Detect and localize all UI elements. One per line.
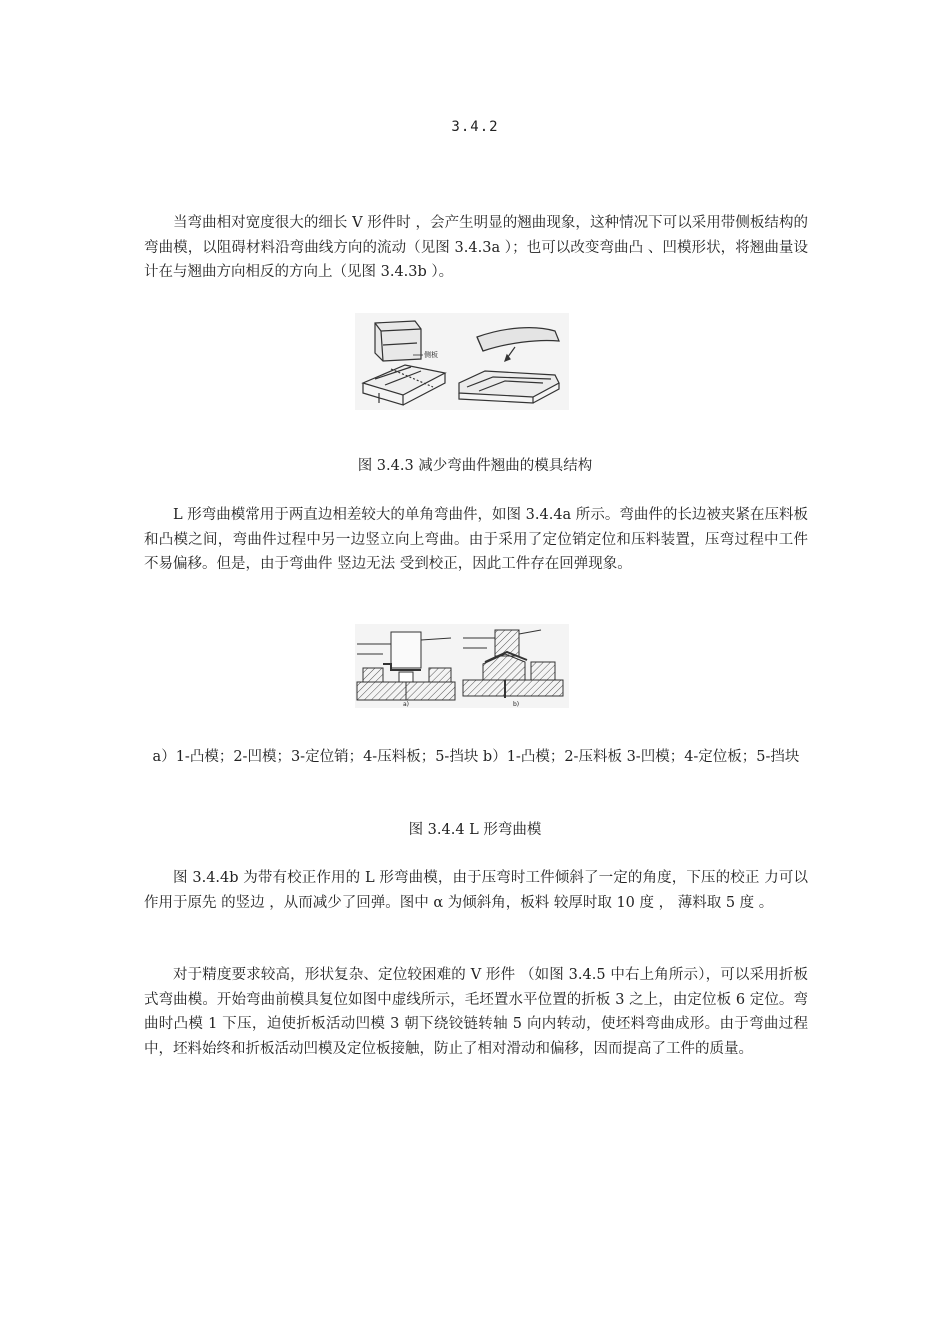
subfigure-b-label: b)	[513, 701, 520, 708]
paragraph-2: L 形弯曲模常用于两直边相差较大的单角弯曲件，如图 3.4.4a 所示。弯曲件的长边被夹紧在压料板和凸模之间，弯曲件过程中另一边竖立向上弯曲。由于采用了定位销定位和压料装置，压弯过程中工件不易偏移。但是，由于弯曲件 竖边无法 受到校正，因此工件存在回弹现象。	[144, 507, 808, 572]
figure-3-4-4-caption: 图 3.4.4 L 形弯曲模	[408, 822, 542, 838]
side-plate-label: 侧板	[424, 351, 438, 359]
l-bend-die-drawing	[355, 624, 569, 708]
paragraph-3: 图 3.4.4b 为带有校正作用的 L 形弯曲模，由于压弯时工件倾斜了一定的角度，下压的校正 力可以 作用于原先 的竖边 ，从而减少了回弹。图中 α 为倾斜角，板料 较厚时取 10 度 ， 薄料取 5 度 。	[144, 870, 808, 911]
paragraph-4: 对于精度要求较高，形状复杂、定位较困难的 V 形件 （如图 3.4.5 中右上角所示），可以采用折板式弯曲模。开始弯曲前模具复位如图中虚线所示，毛坯置水平位置的折板 3 之上，由定位板 6 定位。弯曲时凸模 1 下压，迫使折板活动凹模 3 朝下绕铰链转轴 5 向内转动，使坯料弯曲成形。由于弯曲过程中，坯料始终和折板活动凹模及定位板接触，防止了相对滑动和偏移，因而提高了工件的质量。	[144, 967, 808, 1057]
section-number: 3.4.2	[451, 119, 499, 135]
figure-3-4-4-legend: a）1-凸模；2-凹模；3-定位销；4-压料板；5-挡块 b）1-凸模；2-压料板 3-凹模；4-定位板；5-挡块	[152, 749, 800, 765]
figure-3-4-4-image	[355, 624, 569, 708]
subfigure-a-label: a)	[403, 701, 410, 708]
paragraph-1: 当弯曲相对宽度很大的细长 V 形件时 ，会产生明显的翘曲现象，这种情况下可以采用带侧板结构的弯曲模，以阻碍材料沿弯曲线方向的流动（见图 3.4.3a ）；也可以改变弯曲凸 、凹模形状，将翘曲量设计在与翘曲方向相反的方向上（见图 3.4.3b ）。	[144, 215, 808, 280]
figure-3-4-3-caption: 图 3.4.3 减少弯曲件翘曲的模具结构	[357, 458, 593, 474]
figure-3-4-3-image	[355, 313, 569, 410]
warp-die-drawing	[355, 313, 569, 410]
